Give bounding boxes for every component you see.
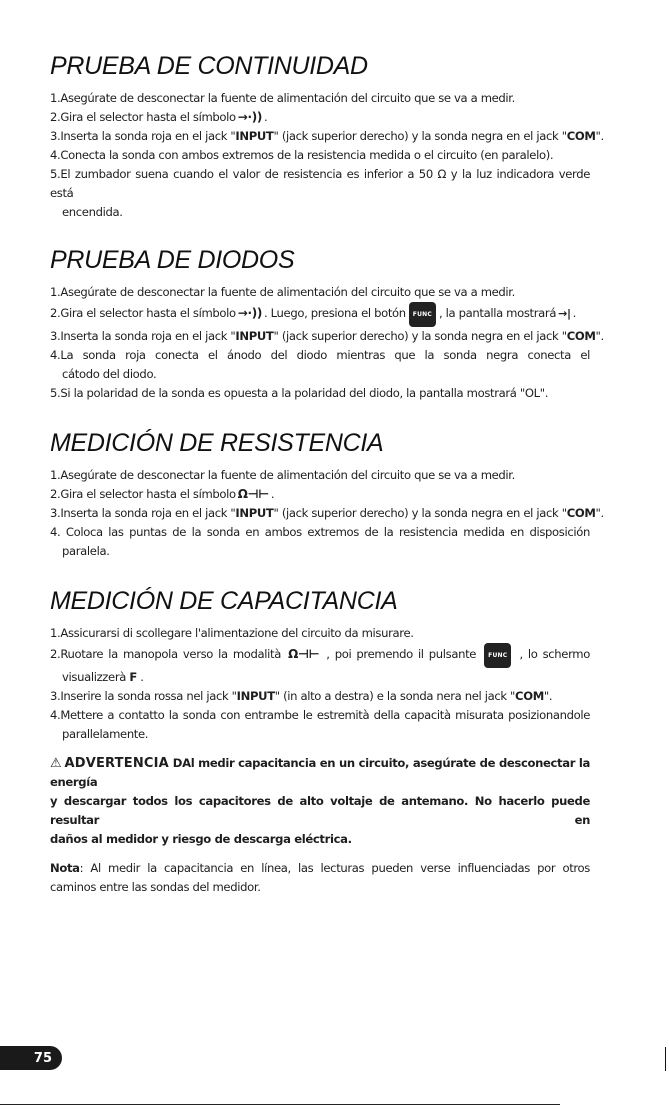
farad-symbol: F (129, 670, 137, 684)
step-text: visualizzerà (62, 670, 126, 684)
step-text: " (jack superior derecho) y la sonda negra en el jack " (273, 129, 567, 143)
step-1: 1.Assicurarsi di scollegare l'alimentazione del circuito da misurare. (50, 626, 414, 640)
step-2-cont (50, 668, 590, 687)
continuity-symbol-icon: →·)) (237, 306, 262, 320)
com-jack-label: COM (566, 329, 596, 343)
input-jack-label: INPUT (235, 506, 274, 520)
func-button-icon: FUNC (409, 302, 436, 327)
step-text: 2.Gira el selector hasta el símbolo (50, 306, 236, 320)
section-title: PRUEBA DE CONTINUIDAD (50, 52, 368, 80)
step-4-cont: cátodo del diodo. (62, 367, 157, 381)
step-text: ". (543, 689, 553, 703)
step-2 (50, 643, 590, 668)
footer-rule (0, 1104, 560, 1105)
step-text: 2.Gira el selector hasta el símbolo (50, 110, 236, 124)
step-1: 1.Asegúrate de desconectar la fuente de alimentación del circuito que se va a medir. (50, 91, 515, 105)
note-label: Nota (50, 861, 80, 875)
com-jack-label: COM (566, 129, 596, 143)
step-text: , la pantalla mostrará (439, 306, 557, 320)
note-line (50, 859, 590, 878)
input-jack-label: INPUT (235, 129, 274, 143)
step-text: . (270, 487, 275, 501)
step-text: ". (595, 129, 604, 143)
step-1: 1.Asegúrate de desconectar la fuente de alimentación del circuito que se va a medir. (50, 468, 515, 482)
step-text: 2.Ruotare la manopola verso la modalità (50, 647, 281, 661)
step-text: 2.Gira el selector hasta el símbolo (50, 487, 236, 501)
step-text: . (263, 110, 268, 124)
section-diodos (50, 246, 604, 403)
step-3 (50, 327, 604, 346)
warning-icon: ⚠ (50, 756, 62, 771)
step-text: ". (595, 506, 604, 520)
crop-mark (665, 1047, 666, 1071)
note-text: : Al medir la capacitancia en línea, las lecturas pueden verse influenciadas por otros (79, 861, 590, 875)
manual-page (50, 52, 604, 897)
page-number: 75 (0, 1046, 62, 1070)
step-text: , poi premendo il pulsante (326, 647, 477, 661)
step-text: ". (595, 329, 604, 343)
step-3 (50, 504, 604, 523)
step-text: 3.Inserta la sonda roja en el jack " (50, 506, 236, 520)
com-jack-label: COM (515, 689, 544, 703)
warning-line: y descargar todos los capacitores de alto voltaje de antemano. No hacerlo puede resultar en (50, 794, 590, 827)
diode-symbol-icon: →| (558, 307, 571, 320)
input-jack-label: INPUT (236, 689, 275, 703)
section-title: MEDICIÓN DE RESISTENCIA (50, 429, 384, 457)
warning-block (50, 754, 590, 849)
step-text: . (140, 670, 144, 684)
step-text: . (572, 306, 576, 320)
warning-label: ADVERTENCIA (64, 756, 169, 771)
step-2 (50, 302, 590, 327)
section-title: MEDICIÓN DE CAPACITANCIA (50, 587, 398, 615)
step-text: " (jack superior derecho) y la sonda negra en el jack " (273, 329, 567, 343)
step-text: " (jack superior derecho) y la sonda negra en el jack " (273, 506, 567, 520)
step-3 (50, 687, 590, 706)
func-button-icon: FUNC (484, 643, 511, 668)
step-text: " (in alto a destra) e la sonda nera nel jack " (274, 689, 516, 703)
continuity-symbol-icon: →·)) (237, 110, 262, 124)
ohm-capacitor-symbol-icon: Ω⊣⊢ (288, 647, 320, 661)
section-continuidad (50, 52, 604, 222)
step-4: 4.Mettere a contatto la sonda con entrambe le estremità della capacità misurata posizionandole (50, 708, 590, 722)
step-3 (50, 127, 604, 146)
section-capacitancia (50, 587, 590, 744)
warning-line: daños al medidor y riesgo de descarga eléctrica. (50, 832, 352, 846)
step-text: 3.Inserta la sonda roja en el jack " (50, 329, 236, 343)
step-2 (50, 485, 590, 504)
warning-text: DAl medir capacitancia en un circuito, asegúrate de desconectar la energía (50, 756, 590, 789)
section-resistencia (50, 429, 604, 561)
warning-line (50, 754, 590, 792)
note-block (50, 859, 590, 897)
step-4: 4.Conecta la sonda con ambos extremos de la resistencia medida o el circuito (en paralelo). (50, 148, 554, 162)
step-4: 4. Coloca las puntas de la sonda en ambos extremos de la resistencia medida en disposición (50, 525, 590, 539)
step-text: , lo schermo (519, 647, 590, 661)
step-1: 1.Asegúrate de desconectar la fuente de alimentación del circuito que se va a medir. (50, 285, 515, 299)
step-4-cont: parallelamente. (62, 727, 149, 741)
step-4-cont: paralela. (62, 544, 110, 558)
step-5: 5.El zumbador suena cuando el valor de resistencia es inferior a 50 Ω y la luz indicadora verde está (50, 167, 590, 200)
step-text: 3.Inserire la sonda rossa nel jack " (50, 689, 237, 703)
section-title: PRUEBA DE DIODOS (50, 246, 295, 274)
step-text: 3.Inserta la sonda roja en el jack " (50, 129, 236, 143)
note-line: caminos entre las sondas del medidor. (50, 880, 261, 894)
step-text: . Luego, presiona el botón (263, 306, 406, 320)
step-2 (50, 108, 590, 127)
step-4: 4.La sonda roja conecta el ánodo del diodo mientras que la sonda negra conecta el (50, 348, 590, 362)
ohm-capacitor-symbol-icon: Ω⊣⊢ (237, 487, 269, 501)
step-5: 5.Si la polaridad de la sonda es opuesta a la polaridad del diodo, la pantalla mostrará "OL". (50, 386, 549, 400)
input-jack-label: INPUT (235, 329, 274, 343)
com-jack-label: COM (566, 506, 596, 520)
step-5-cont: encendida. (62, 205, 123, 219)
